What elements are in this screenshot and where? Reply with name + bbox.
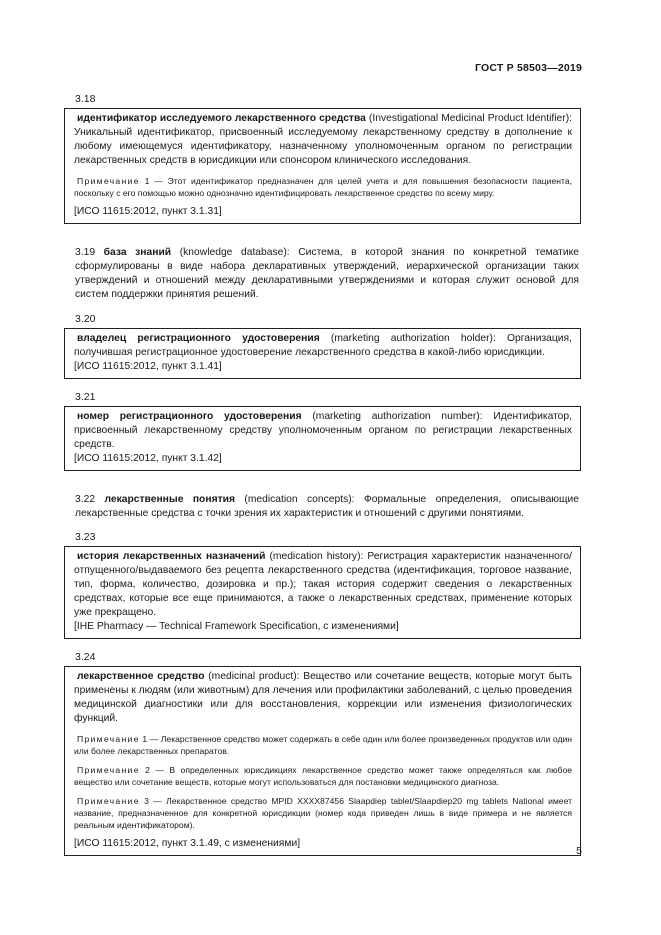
entry-number-3-21: 3.21 bbox=[75, 390, 96, 403]
note-label: Примечание bbox=[77, 734, 140, 745]
definition-3-21 bbox=[74, 410, 572, 452]
entry-box-3-20 bbox=[64, 328, 581, 379]
definition-text-3-23: (medication history): Регистрация характеристик назначенного/отпущенного/выдаваемого без рецепта лекарственного средства (идентификация, торговое название, тип, форма, количество, дозировка и пр.); такая история содержит сведения о лекарственных средствах, которые все еще принимаются, а также о лекарственных средствах, применение которых уже прекращено. bbox=[74, 551, 572, 619]
definition-text-3-24: (medicinal product): Вещество или сочетание веществ, которые могут быть применены к людям (или животным) для лечения или профилактики заболеваний, с целью проведения медицинской диагностики или для восстановления, коррекции или изменения физиологических функций. bbox=[74, 671, 572, 725]
document-body bbox=[64, 93, 581, 856]
term-3-23: история лекарственных назначений bbox=[77, 551, 266, 563]
reference-3-18: [ИСО 11615:2012, пункт 3.1.31] bbox=[74, 206, 222, 217]
entry-number-3-19: 3.19 bbox=[75, 247, 96, 259]
reference-3-20: [ИСО 11615:2012, пункт 3.1.41] bbox=[74, 360, 222, 372]
reference-3-21: [ИСО 11615:2012, пункт 3.1.42] bbox=[74, 452, 222, 464]
entry-number-3-20: 3.20 bbox=[75, 312, 96, 325]
term-3-20: владелец регистрационного удостоверения bbox=[77, 332, 320, 344]
term-3-18: идентификатор исследуемого лекарственного средства bbox=[77, 113, 366, 124]
entry-box-3-23 bbox=[64, 546, 581, 639]
entry-3-22 bbox=[64, 493, 581, 521]
entry-number-3-18: 3.18 bbox=[75, 93, 96, 105]
note-text: 2 — В определенных юрисдикциях лекарственное средство может также определяться как любое вещество или сочетание веществ, которые могут использоваться для постановки медицинского диагноза. bbox=[74, 765, 572, 788]
note-text: 3 — Лекарственное средство MPID XXXX87456 Slaapdiep tablet/Slaapdiep20 mg tablets National имеет название, предназначенное для конкретной юрисдикции (номер кода приведен лишь в виде примера и не является реальным идентификатором). bbox=[74, 796, 573, 831]
note-3-24-2 bbox=[74, 764, 572, 788]
reference-3-24: [ИСО 11615:2012, пункт 3.1.49, с изменениями] bbox=[74, 838, 301, 850]
note-label: Примечание bbox=[77, 796, 140, 807]
term-3-24: лекарственное средство bbox=[77, 671, 205, 683]
entry-number-3-24: 3.24 bbox=[75, 651, 96, 664]
entry-box-3-18 bbox=[64, 108, 581, 224]
definition-text-3-21: (marketing authorization number): Идентификатор, присвоенный лекарственному средству уполномоченным органом по регистрации лекарственных средств. bbox=[74, 410, 572, 450]
note-3-24-1 bbox=[74, 733, 572, 757]
entry-box-3-21 bbox=[64, 406, 581, 471]
definition-3-23 bbox=[74, 550, 572, 620]
reference-3-23: [IHE Pharmacy — Technical Framework Specification, с изменениями] bbox=[74, 621, 399, 633]
term-3-19: база знаний bbox=[103, 247, 172, 259]
definition-text-3-22: (medication concepts): Формальные определения, описывающие лекарственные средства с точки зрения их характеристик и отношений с другими понятиями. bbox=[75, 493, 579, 519]
entry-box-3-24 bbox=[64, 666, 581, 856]
page-number: 5 bbox=[576, 845, 582, 857]
definition-3-24 bbox=[74, 670, 572, 726]
definition-3-18 bbox=[74, 112, 572, 168]
note-text: 1 — Этот идентификатор предназначен для целей учета и для повышения безопасности пациента, поскольку с его помощью можно однозначно идентифицировать лекарственное средство по всему миру. bbox=[74, 176, 572, 198]
entry-number-3-22: 3.22 bbox=[75, 493, 96, 505]
definition-text-3-19: (knowledge database): Система, в которой знания по конкретной тематике сформулированы в виде набора декларативных утверждений, иерархической организации таких утверждений и отношений между декларативными утверждениями и которая служит основой для систем поддержки принятия решений. bbox=[75, 247, 579, 301]
note-label: Примечание bbox=[77, 765, 140, 776]
definition-text-3-20: (marketing authorization holder): Организация, получившая регистрационное удостоверение лекарственного средства в какой-либо юрисдикции. bbox=[74, 332, 572, 358]
note-label: Примечание bbox=[77, 176, 140, 186]
definition-text-3-18: (Investigational Medicinal Product Identifier): Уникальный идентификатор, присвоенный исследуемому лекарственному средству в дополнение к любому имеющемуся идентификатору, назначенному уполномоченным органом по регистрации лекарственных средств в юрисдикции или спонсором клинического исследования. bbox=[74, 113, 572, 166]
definition-3-20 bbox=[74, 332, 572, 360]
term-3-22: лекарственные понятия bbox=[104, 493, 235, 505]
entry-number-3-23: 3.23 bbox=[75, 531, 96, 544]
document-standard-header: ГОСТ Р 58503—2019 bbox=[474, 62, 582, 74]
term-3-21: номер регистрационного удостоверения bbox=[77, 410, 302, 422]
note-3-24-3 bbox=[74, 795, 572, 831]
entry-3-19 bbox=[64, 246, 581, 302]
note-3-18 bbox=[74, 175, 572, 199]
note-text: 1 — Лекарственное средство может содержать в себе один или более произведенных продуктов или один или более лекарственных препаратов. bbox=[74, 734, 573, 757]
